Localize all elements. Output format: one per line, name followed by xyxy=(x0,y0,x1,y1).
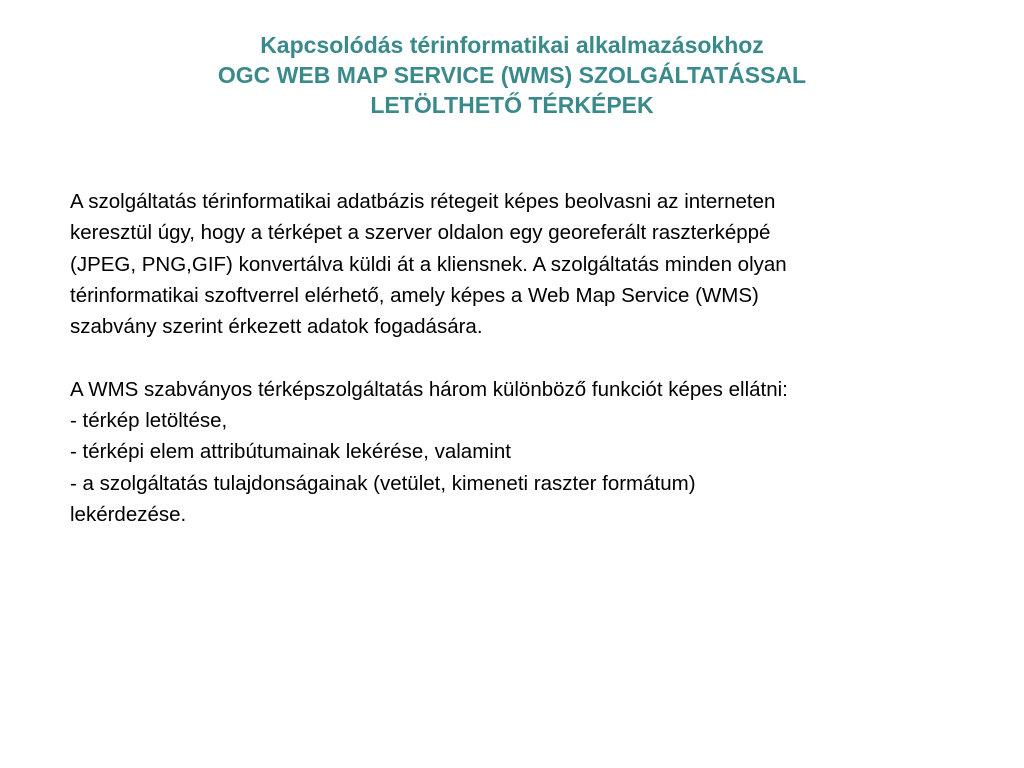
slide-body xyxy=(70,186,990,530)
functions-intro: A WMS szabványos térképszolgáltatás három különböző funkciót képes ellátni: xyxy=(70,377,788,401)
title-line-2: OGC WEB MAP SERVICE (WMS) SZOLGÁLTATÁSSAL xyxy=(217,62,807,88)
paragraph-line: A szolgáltatás térinformatikai adatbázis rétegeit képes beolvasni az interneten xyxy=(70,190,776,213)
paragraph-line: (JPEG, PNG,GIF) konvertálva küldi át a kliensnek. A szolgáltatás minden olyan xyxy=(70,252,787,276)
paragraph-line: szabvány szerint érkezett adatok fogadására. xyxy=(70,315,483,339)
function-list-item: lekérdezése. xyxy=(70,502,187,526)
paragraph-line: térinformatikai szoftverrel elérhető, amely képes a Web Map Service (WMS) xyxy=(70,283,759,307)
title-line-3: LETÖLTHETŐ TÉRKÉPEK xyxy=(370,92,654,118)
paragraph-spacer xyxy=(70,342,990,373)
paragraph-functions xyxy=(70,374,990,530)
paragraph-description xyxy=(70,186,990,342)
title-line-1: Kapcsolódás térinformatikai alkalmazásokhoz xyxy=(260,32,764,58)
paragraph-line: keresztül úgy, hogy a térképet a szerver oldalon egy georeferált raszterképpé xyxy=(70,221,771,245)
function-list-item: - térkép letöltése, xyxy=(70,409,228,433)
function-list-item: - a szolgáltatás tulajdonságainak (vetület, kimeneti raszter formátum) xyxy=(70,471,696,495)
slide-title xyxy=(0,30,1024,120)
function-list-item: - térképi elem attribútumainak lekérése, valamint xyxy=(70,440,511,464)
